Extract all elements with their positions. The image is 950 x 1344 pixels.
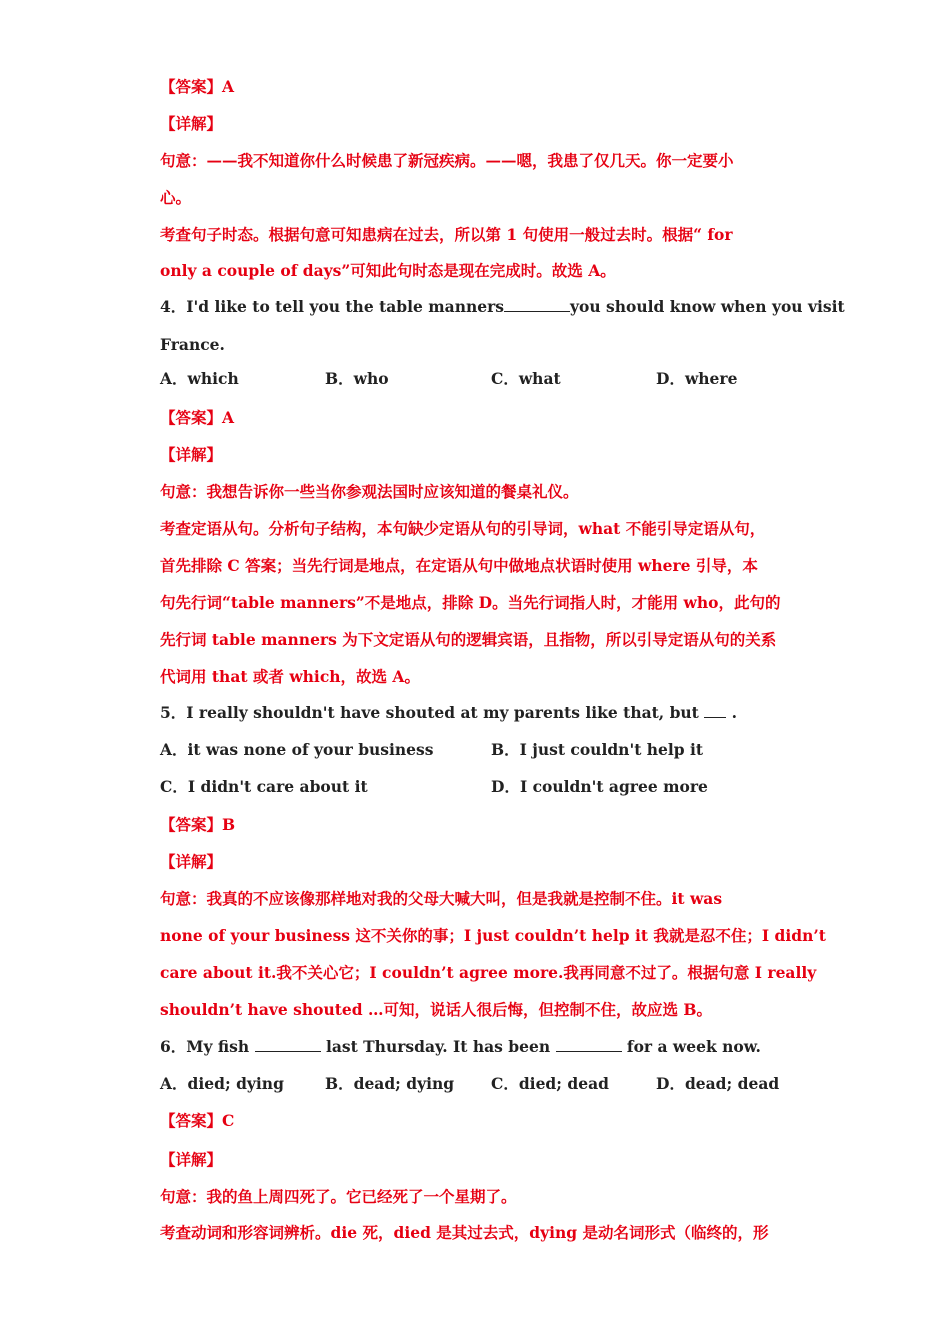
detail-label: 【详解】 (160, 114, 223, 133)
question-stem (160, 297, 845, 317)
option-b: B．who (325, 369, 389, 388)
option-b: B．I just couldn't help it (491, 740, 704, 759)
answer-label: 【答案】B (160, 815, 236, 834)
answer-blank (704, 703, 726, 718)
option-a: A．which (160, 369, 239, 388)
option-d: D．I couldn't agree more (491, 777, 708, 796)
answer-blank (255, 1037, 321, 1052)
explanation-line: only a couple of days”可知此句时态是现在完成时。故选 A。 (160, 261, 616, 280)
explanation-line: shouldn’t have shouted …可知，说话人很后悔，但控制不住，故应选 B。 (160, 1000, 712, 1019)
question-stem: France. (160, 335, 225, 354)
answer-label: 【答案】A (160, 77, 235, 96)
question-text: you should know when you visit (570, 297, 845, 316)
question-text: 6．My fish (160, 1037, 250, 1056)
question-stem (160, 1037, 800, 1057)
explanation-line: 考查句子时态。根据句意可知患病在过去，所以第 1 句使用一般过去时。根据“ for (160, 225, 733, 244)
option-c: C．what (491, 369, 561, 388)
detail-label: 【详解】 (160, 445, 223, 464)
question-stem (160, 703, 800, 723)
explanation-line: 考查定语从句。分析句子结构，本句缺少定语从句的引导词，what 不能引导定语从句， (160, 519, 766, 538)
detail-label: 【详解】 (160, 1150, 223, 1169)
explanation-line: 首先排除 C 答案；当先行词是地点，在定语从句中做地点状语时使用 where 引导，本 (160, 556, 758, 575)
option-a: A．it was none of your business (160, 740, 434, 759)
answer-blank (556, 1037, 622, 1052)
explanation-line: 先行词 table manners 为下文定语从句的逻辑宾语，且指物，所以引导定语从句的关系 (160, 630, 777, 649)
explanation-line: 句意：——我不知道你什么时候患了新冠疾病。——嗯，我患了仅几天。你一定要小 (160, 151, 734, 170)
option-b: B．dead; dying (325, 1074, 455, 1093)
question-text: 4．I'd like to tell you the table manners (160, 297, 504, 316)
question-text: for a week now. (626, 1037, 761, 1056)
explanation-line: none of your business 这不关你的事；I just couldn’t help it 我就是忍不住；I didn’t (160, 926, 826, 945)
answer-label: 【答案】A (160, 408, 235, 427)
detail-label: 【详解】 (160, 852, 223, 871)
explanation-line: 句意：我真的不应该像那样地对我的父母大喊大叫，但是我就是控制不住。it was (160, 889, 723, 908)
answer-label: 【答案】C (160, 1111, 235, 1130)
question-text: 5．I really shouldn't have shouted at my parents like that, but (160, 703, 699, 722)
option-c: C．I didn't care about it (160, 777, 368, 796)
explanation-line: care about it.我不关心它；I couldn’t agree more.我再同意不过了。根据句意 I really (160, 963, 817, 982)
explanation-line: 代词用 that 或者 which，故选 A。 (160, 667, 420, 686)
option-d: D．where (656, 369, 738, 388)
question-text: . (731, 703, 738, 722)
option-c: C．died; dead (491, 1074, 609, 1093)
option-a: A．died; dying (160, 1074, 284, 1093)
explanation-line: 句意：我的鱼上周四死了。它已经死了一个星期了。 (160, 1187, 517, 1206)
explanation-line: 心。 (160, 188, 192, 207)
answer-blank (504, 297, 570, 312)
explanation-line: 句先行词“table manners”不是地点，排除 D。当先行词指人时，才能用 who，此句的 (160, 593, 781, 612)
option-d: D．dead; dead (656, 1074, 780, 1093)
question-text: last Thursday. It has been (325, 1037, 551, 1056)
explanation-line: 句意：我想告诉你一些当你参观法国时应该知道的餐桌礼仪。 (160, 482, 579, 501)
explanation-line: 考查动词和形容词辨析。die 死，died 是其过去式，dying 是动名词形式（临终的，形 (160, 1223, 769, 1242)
